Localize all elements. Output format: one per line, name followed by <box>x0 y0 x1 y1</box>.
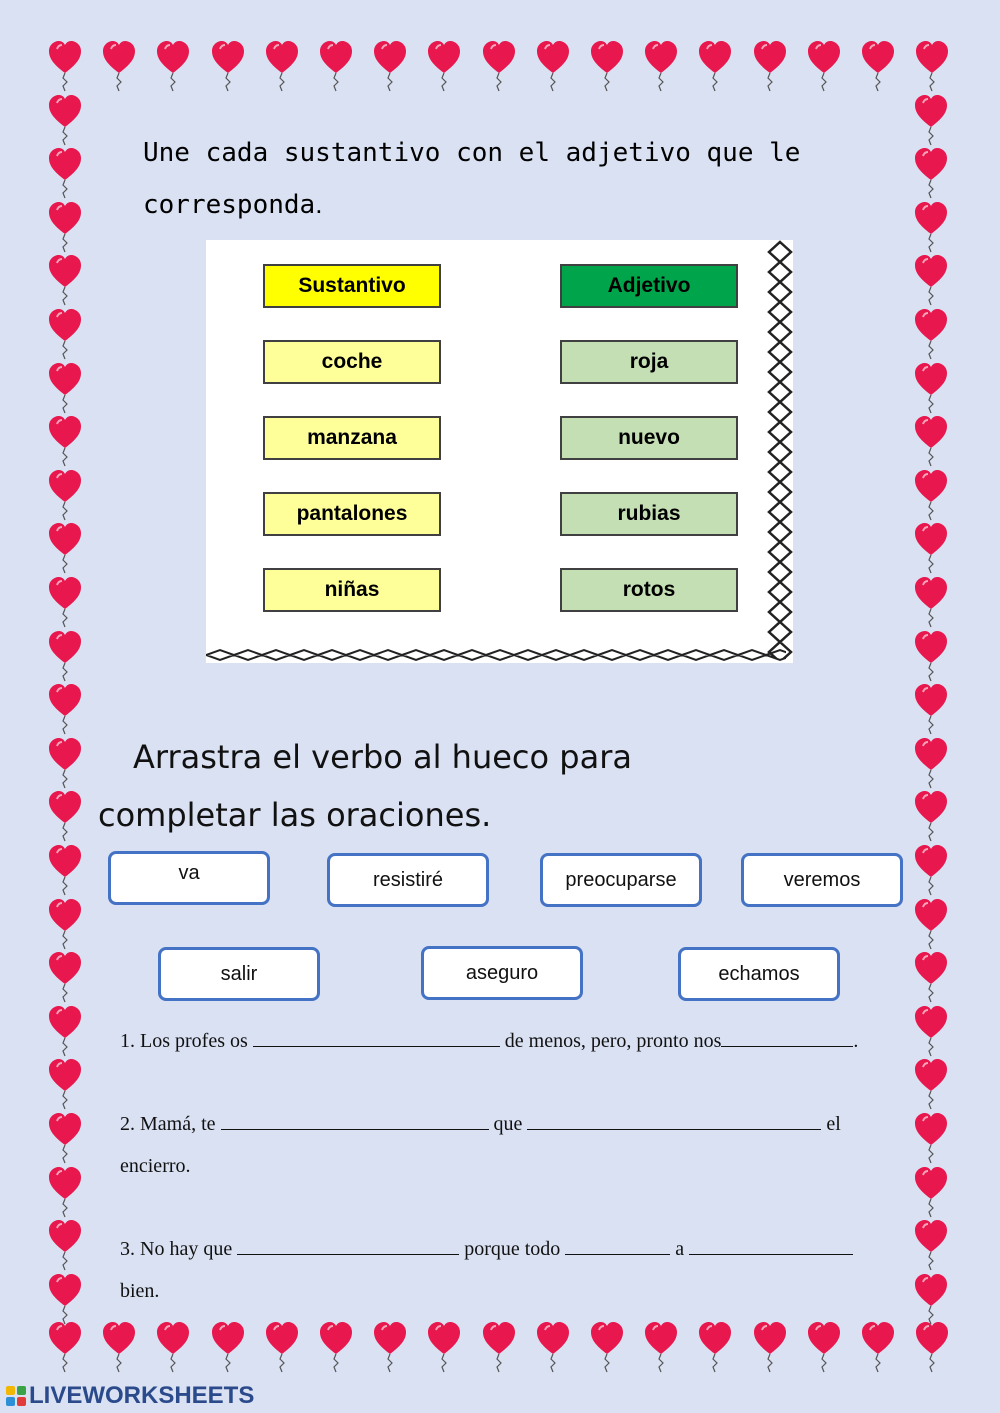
heart-balloon-icon <box>101 40 137 92</box>
heart-balloon-icon <box>697 40 733 92</box>
word-resistire[interactable]: resistiré <box>327 853 489 907</box>
heart-balloon-icon <box>47 844 83 896</box>
heart-balloon-icon <box>860 40 896 92</box>
sentence-2-text-4: encierro. <box>120 1155 191 1177</box>
heart-balloon-icon <box>264 1321 300 1373</box>
heart-balloon-icon <box>481 1321 517 1373</box>
adjetivo-cell[interactable]: rubias <box>560 492 738 536</box>
heart-balloon-icon <box>860 1321 896 1373</box>
adjetivo-cell[interactable]: nuevo <box>560 416 738 460</box>
logo-text: LIVEWORKSHEETS <box>29 1382 255 1409</box>
heart-balloon-icon <box>806 40 842 92</box>
heart-balloon-icon <box>318 1321 354 1373</box>
heart-balloon-icon <box>47 94 83 146</box>
heart-balloon-icon <box>47 576 83 628</box>
instruction-match <box>143 128 863 231</box>
blank-2a[interactable] <box>221 1111 489 1130</box>
heart-balloon-icon <box>913 362 949 414</box>
sentence-1-text-2: de menos, pero, pronto nos <box>504 1030 722 1052</box>
heart-balloon-icon <box>47 1321 83 1373</box>
sustantivo-cell[interactable]: manzana <box>263 416 441 460</box>
instruction-drag-line1: Arrastra el verbo al hueco para <box>133 738 632 776</box>
heart-balloon-icon <box>155 40 191 92</box>
heart-balloon-icon <box>913 201 949 253</box>
heart-balloon-icon <box>913 951 949 1003</box>
heart-balloon-icon <box>752 1321 788 1373</box>
instruction-match-line2: corresponda <box>143 190 316 220</box>
heart-balloon-icon <box>589 40 625 92</box>
heart-balloon-icon <box>914 40 950 92</box>
heart-balloon-icon <box>47 683 83 735</box>
heart-balloon-icon <box>913 94 949 146</box>
heart-balloon-icon <box>913 630 949 682</box>
heart-balloon-icon <box>913 683 949 735</box>
adjetivo-cell[interactable]: roja <box>560 340 738 384</box>
heart-balloon-icon <box>318 40 354 92</box>
heart-balloon-icon <box>47 254 83 306</box>
word-aseguro[interactable]: aseguro <box>421 946 583 1000</box>
word-salir[interactable]: salir <box>158 947 320 1001</box>
heart-balloon-icon <box>210 1321 246 1373</box>
sentence-3-text-4: bien. <box>120 1280 160 1302</box>
heart-balloon-icon <box>913 844 949 896</box>
heart-balloon-icon <box>372 1321 408 1373</box>
heart-balloon-icon <box>47 147 83 199</box>
heart-balloon-icon <box>426 40 462 92</box>
sentence-3 <box>120 1228 920 1312</box>
heart-balloon-icon <box>47 1112 83 1164</box>
sustantivo-cell[interactable]: pantalones <box>263 492 441 536</box>
heart-balloon-icon <box>47 790 83 842</box>
blank-1a[interactable] <box>253 1028 500 1047</box>
word-preocuparse[interactable]: preocuparse <box>540 853 702 907</box>
heart-balloon-icon <box>47 737 83 789</box>
heart-balloon-icon <box>535 1321 571 1373</box>
blank-3b[interactable] <box>565 1236 670 1255</box>
sentence-2-text-1: 2. Mamá, te <box>120 1113 216 1135</box>
blank-3c[interactable] <box>689 1236 853 1255</box>
heart-balloon-icon <box>913 522 949 574</box>
heart-balloon-icon <box>913 576 949 628</box>
adjetivo-cell[interactable]: rotos <box>560 568 738 612</box>
liveworksheets-logo <box>6 1382 254 1410</box>
heart-balloon-icon <box>47 522 83 574</box>
instruction-match-line1: Une cada sustantivo con el adjetivo que le <box>143 138 801 168</box>
heart-balloon-icon <box>210 40 246 92</box>
matching-table <box>206 240 793 663</box>
blank-2b[interactable] <box>527 1111 821 1130</box>
heart-balloon-icon <box>913 254 949 306</box>
sentence-2-text-2: que <box>493 1113 523 1135</box>
heart-balloon-icon <box>47 898 83 950</box>
heart-balloon-icon <box>47 1058 83 1110</box>
heart-balloon-icon <box>47 415 83 467</box>
heart-balloon-icon <box>913 308 949 360</box>
heart-balloon-icon <box>47 951 83 1003</box>
adjetivo-header: Adjetivo <box>560 264 738 308</box>
heart-balloon-icon <box>913 790 949 842</box>
sustantivo-cell[interactable]: niñas <box>263 568 441 612</box>
heart-balloon-icon <box>47 469 83 521</box>
heart-balloon-icon <box>47 201 83 253</box>
instruction-match-period: . <box>315 189 323 219</box>
heart-balloon-icon <box>47 1005 83 1057</box>
heart-balloon-icon <box>426 1321 462 1373</box>
heart-balloon-icon <box>47 40 83 92</box>
sentence-1-text-3: . <box>853 1030 859 1052</box>
zigzag-border-right <box>766 240 793 658</box>
heart-balloon-icon <box>806 1321 842 1373</box>
sentence-3-text-1: 3. No hay que <box>120 1238 233 1260</box>
heart-balloon-icon <box>101 1321 137 1373</box>
instruction-drag-line2: completar las oraciones. <box>98 796 492 834</box>
heart-balloon-icon <box>481 40 517 92</box>
heart-balloon-icon <box>913 415 949 467</box>
blank-3a[interactable] <box>237 1236 459 1255</box>
sentence-3-text-3: a <box>675 1238 685 1260</box>
sustantivo-header: Sustantivo <box>263 264 441 308</box>
heart-balloon-icon <box>47 308 83 360</box>
heart-balloon-icon <box>913 898 949 950</box>
sentence-1-text-1: 1. Los profes os <box>120 1030 248 1052</box>
heart-balloon-icon <box>47 1273 83 1325</box>
zigzag-border-bottom <box>206 648 786 663</box>
heart-balloon-icon <box>752 40 788 92</box>
liveworksheets-logo-icon <box>6 1386 26 1406</box>
heart-balloon-icon <box>372 40 408 92</box>
heart-balloon-icon <box>913 469 949 521</box>
heart-balloon-icon <box>155 1321 191 1373</box>
heart-balloon-icon <box>535 40 571 92</box>
sustantivo-cell[interactable]: coche <box>263 340 441 384</box>
sentence-1 <box>120 1020 920 1062</box>
word-veremos[interactable]: veremos <box>741 853 903 907</box>
word-echamos[interactable]: echamos <box>678 947 840 1001</box>
sentence-3-text-2: porque todo <box>464 1238 561 1260</box>
instruction-drag <box>98 728 718 844</box>
heart-balloon-icon <box>47 1219 83 1271</box>
heart-balloon-icon <box>643 1321 679 1373</box>
heart-balloon-icon <box>589 1321 625 1373</box>
sentence-2-text-3: el <box>826 1113 841 1135</box>
heart-balloon-icon <box>697 1321 733 1373</box>
heart-balloon-icon <box>47 362 83 414</box>
heart-balloon-icon <box>47 630 83 682</box>
heart-balloon-icon <box>47 1166 83 1218</box>
heart-balloon-icon <box>913 737 949 789</box>
heart-balloon-icon <box>913 147 949 199</box>
heart-balloon-icon <box>643 40 679 92</box>
heart-balloon-icon <box>264 40 300 92</box>
word-va[interactable]: va <box>108 851 270 905</box>
heart-balloon-icon <box>914 1321 950 1373</box>
blank-1b[interactable] <box>721 1028 853 1047</box>
sentence-2 <box>120 1103 920 1187</box>
